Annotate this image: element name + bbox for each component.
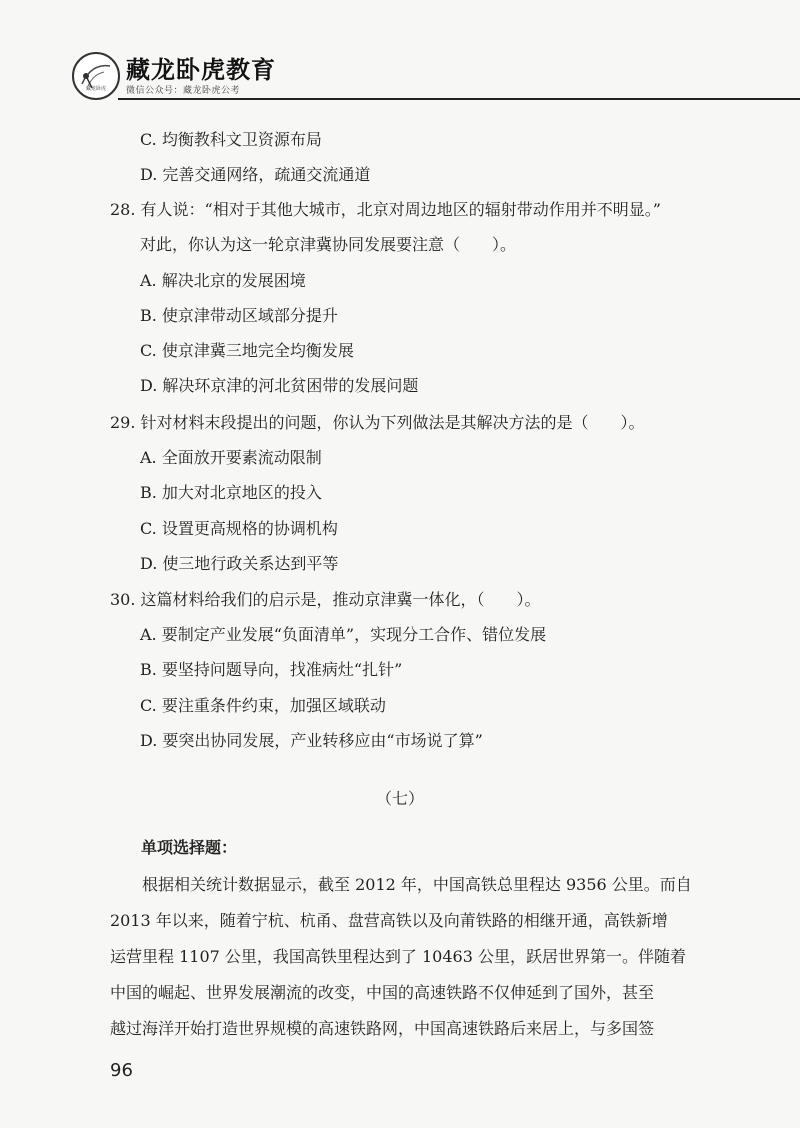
brand-subtitle: 微信公众号：藏龙卧虎公考	[126, 86, 241, 96]
q28-option-a: A. 解决北京的发展困境	[140, 271, 306, 290]
logo-text: 藏龙卧虎	[85, 86, 106, 92]
paragraph-line-3: 运营里程 1107 公里，我国高铁里程达到了 10463 公里，跃居世界第一。伴随着	[110, 947, 686, 966]
brand-title: 藏龙卧虎教育	[126, 56, 276, 84]
q29-option-d: D. 使三地行政关系达到平等	[140, 554, 339, 573]
q30-option-d: D. 要突出协同发展，产业转移应由“市场说了算”	[140, 731, 483, 750]
q30-option-a: A. 要制定产业发展“负面清单”，实现分工合作、错位发展	[140, 625, 547, 644]
q29-option-c: C. 设置更高规格的协调机构	[140, 519, 338, 538]
q27-option-c: C. 均衡教科文卫资源布局	[140, 130, 322, 149]
paragraph-line-2: 2013 年以来，随着宁杭、杭甬、盘营高铁以及向莆铁路的相继开通，高铁新增	[110, 911, 668, 930]
page-header	[0, 0, 800, 110]
q28-stem: 28. 有人说：“相对于其他大城市，北京对周边地区的辐射带动作用并不明显。”	[110, 200, 661, 219]
q29-stem: 29. 针对材料末段提出的问题，你认为下列做法是其解决方法的是（ ）。	[110, 413, 645, 432]
brand-logo	[72, 52, 120, 100]
q28-stem-cont: 对此，你认为这一轮京津冀协同发展要注意（ ）。	[140, 235, 517, 254]
q28-option-c: C. 使京津冀三地完全均衡发展	[140, 341, 354, 360]
section-title: （七）	[375, 789, 424, 808]
q30-option-b: B. 要坚持问题导向，找准病灶“扎针”	[140, 660, 403, 679]
paragraph-line-5: 越过海洋开始打造世界规模的高速铁路网，中国高速铁路后来居上，与多国签	[110, 1019, 655, 1038]
paragraph-line-4: 中国的崛起、世界发展潮流的改变，中国的高速铁路不仅伸延到了国外，甚至	[110, 983, 655, 1002]
q28-option-d: D. 解决环京津的河北贫困带的发展问题	[140, 376, 419, 395]
section-heading: 单项选择题：	[141, 838, 238, 857]
q29-option-a: A. 全面放开要素流动限制	[140, 448, 322, 467]
q27-option-d: D. 完善交通网络，疏通交流通道	[140, 165, 371, 184]
header-divider	[118, 98, 800, 100]
paragraph-line-1: 根据相关统计数据显示，截至 2012 年，中国高铁总里程达 9356 公里。而自	[110, 875, 692, 894]
page-number: 96	[110, 1060, 133, 1081]
q28-option-b: B. 使京津带动区域部分提升	[140, 306, 338, 325]
q29-option-b: B. 加大对北京地区的投入	[140, 483, 322, 502]
q30-stem: 30. 这篇材料给我们的启示是，推动京津冀一体化，（ ）。	[110, 590, 541, 609]
q30-option-c: C. 要注重条件约束，加强区域联动	[140, 696, 386, 715]
